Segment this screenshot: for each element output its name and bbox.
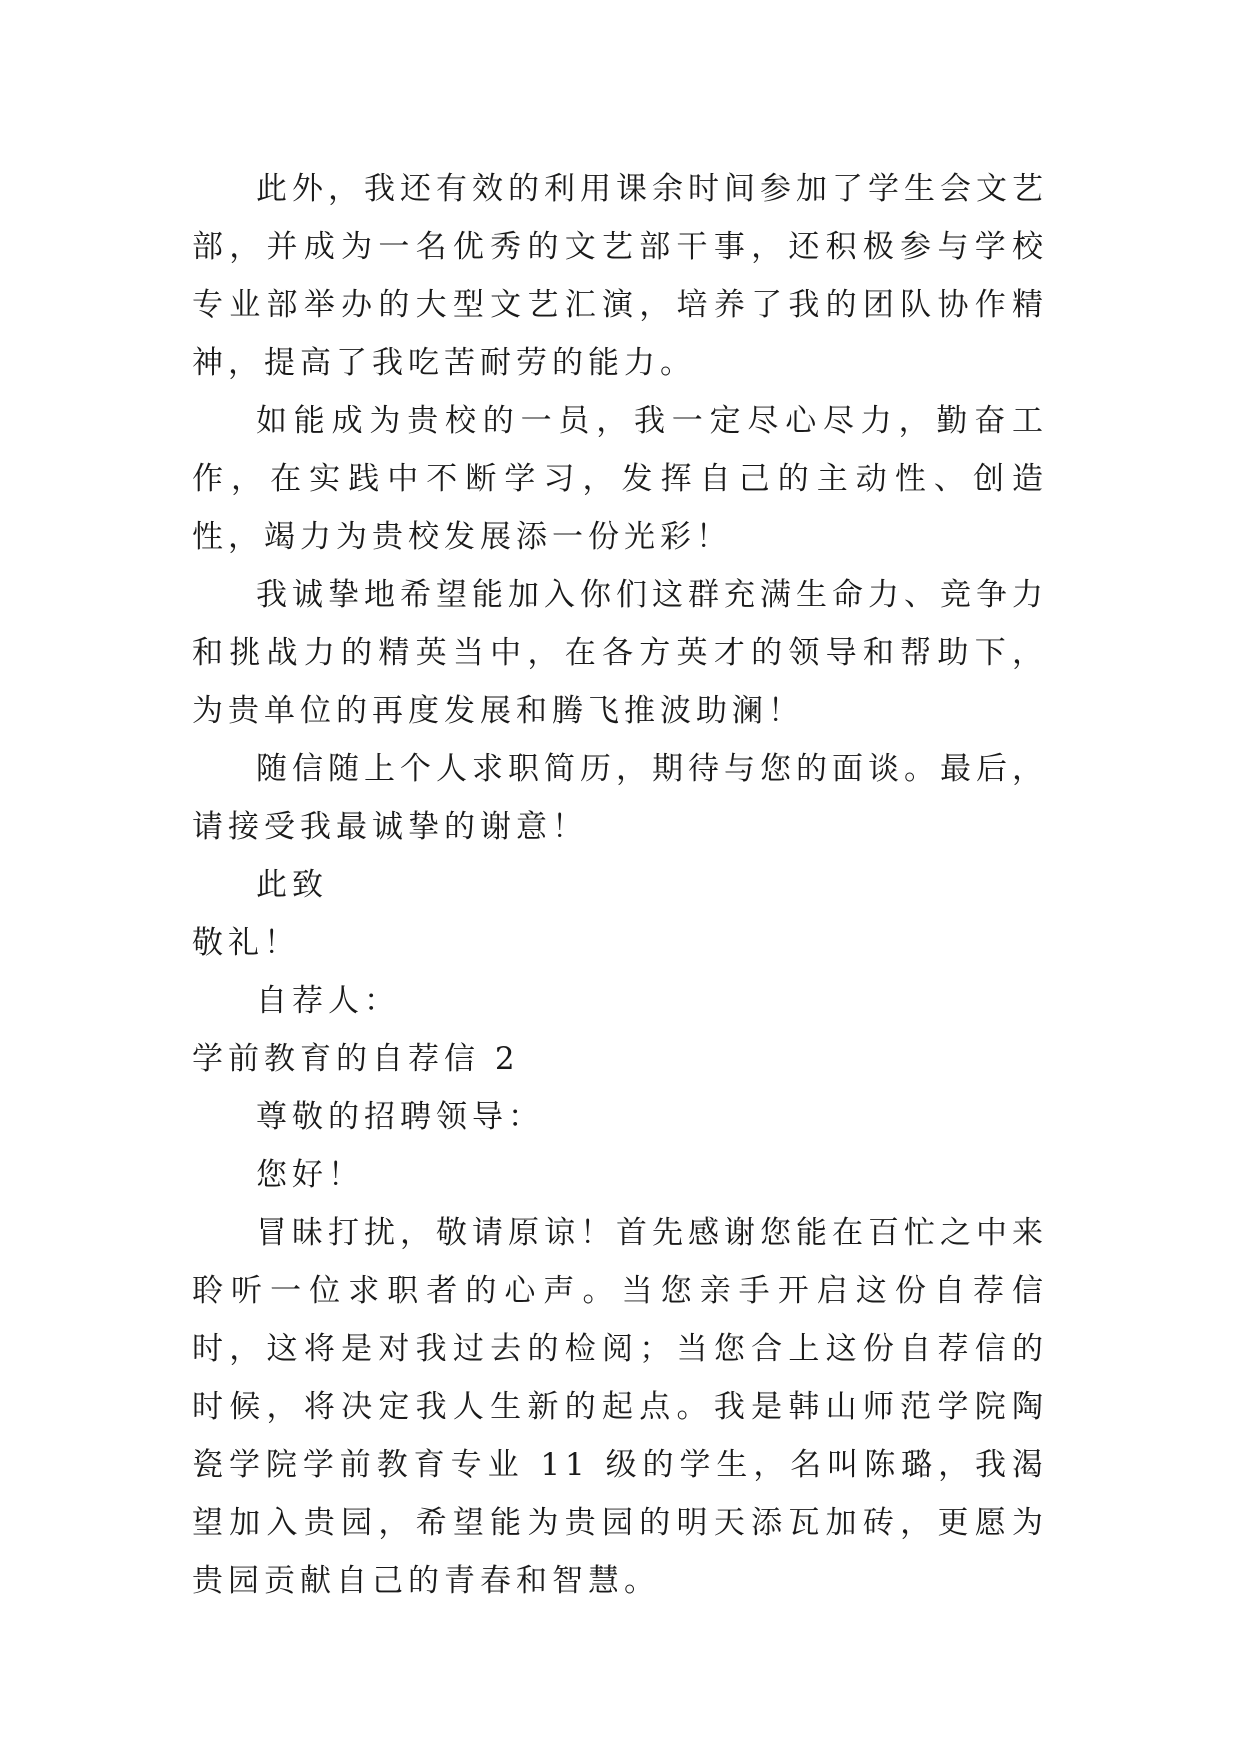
paragraph-extracurricular: 此外，我还有效的利用课余时间参加了学生会文艺部，并成为一名优秀的文艺部干事，还积极参与学校专业部举办的大型文艺汇演，培养了我的团队协作精神，提高了我吃苦耐劳的能力。 [192, 171, 1048, 381]
paragraph-attachment: 随信随上个人求职简历，期待与您的面谈。最后，请接受我最诚挚的谢意！ [192, 751, 1048, 845]
closing-salutation: 此致 [256, 867, 328, 903]
closing-regards: 敬礼！ [192, 925, 300, 961]
letter-hello: 您好！ [256, 1157, 364, 1193]
paragraph-introduction: 冒昧打扰，敬请原谅！首先感谢您能在百忙之中来聆听一位求职者的心声。当您亲手开启这份自荐信时，这将是对我过去的检阅；当您合上这份自荐信的时候，将决定我人生新的起点。我是韩山师范学院陶瓷学院学前教育专业 11 级的学生，名叫陈璐，我渴望加入贵园，希望能为贵园的明天添瓦加砖，更愿为贵园贡献自己的青春和智慧。 [192, 1215, 1048, 1599]
paragraph-commitment: 如能成为贵校的一员，我一定尽心尽力，勤奋工作，在实践中不断学习，发挥自己的主动性、创造性，竭力为贵校发展添一份光彩！ [192, 403, 1048, 555]
document-body [192, 160, 1048, 1610]
paragraph-hope: 我诚挚地希望能加入你们这群充满生命力、竞争力和挑战力的精英当中，在各方英才的领导和帮助下，为贵单位的再度发展和腾飞推波助澜！ [192, 577, 1048, 729]
letter-greeting: 尊敬的招聘领导： [256, 1099, 544, 1135]
signature-label: 自荐人： [256, 983, 400, 1019]
section-title: 学前教育的自荐信 2 [192, 1041, 520, 1077]
